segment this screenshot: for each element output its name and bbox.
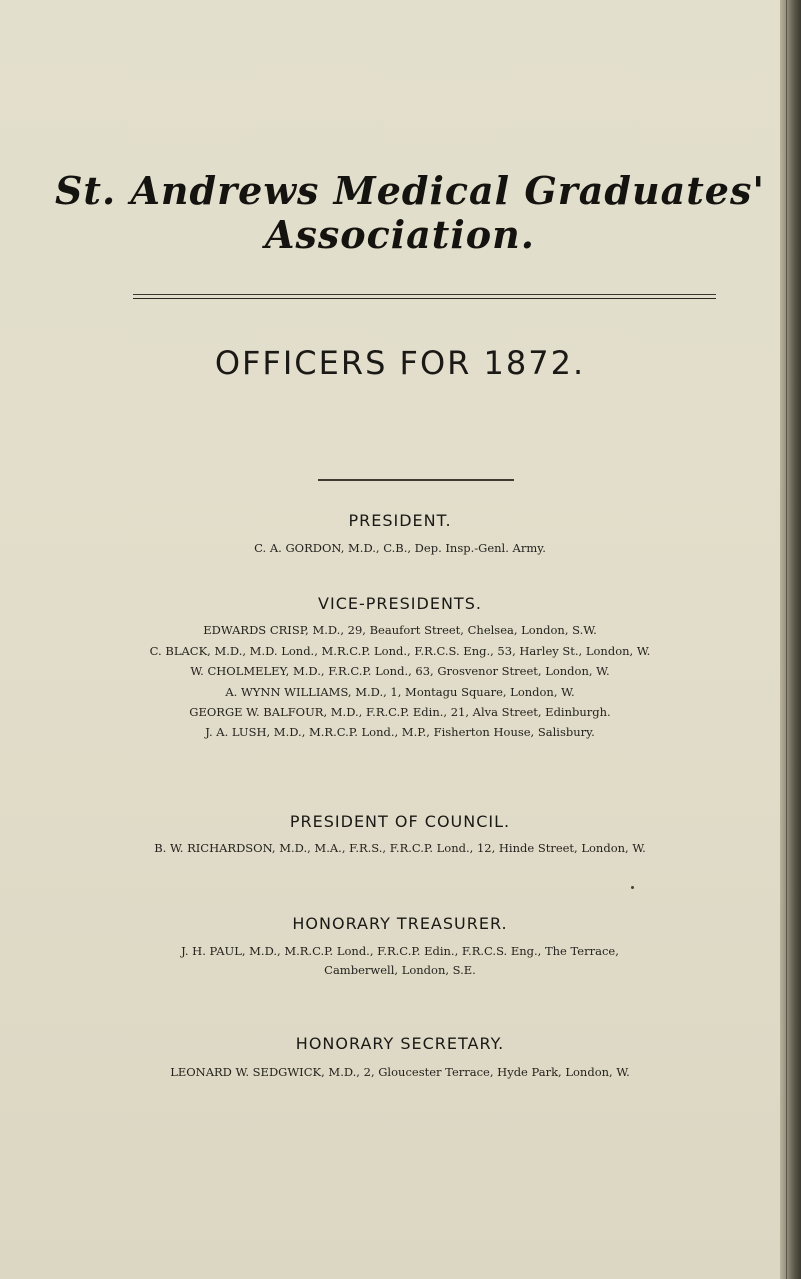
page-edge-line — [786, 0, 787, 1279]
honorary-treasurer-entry: Camberwell, London, S.E. — [324, 963, 476, 977]
double-rule-divider — [133, 294, 716, 299]
vice-president-entry: GEORGE W. BALFOUR, M.D., F.R.C.P. Edin., 21, Alva Street, Edinburgh. — [189, 705, 611, 719]
vice-presidents-heading: VICE-PRESIDENTS. — [318, 594, 482, 613]
association-title-line1: St. Andrews Medical Graduates' — [54, 168, 765, 213]
president-of-council-heading: PRESIDENT OF COUNCIL. — [289, 812, 511, 831]
president-of-council-entry: B. W. RICHARDSON, M.D., M.A., F.R.S., F.R.C.P. Lond., 12, Hinde Street, London, W. — [154, 841, 646, 855]
honorary-treasurer-heading: HONORARY TREASURER. — [292, 914, 508, 933]
vice-president-entry: J. A. LUSH, M.D., M.R.C.P. Lond., M.P., Fisherton House, Salisbury. — [205, 725, 595, 739]
association-title-line2: Association. — [264, 212, 535, 257]
short-rule-divider — [318, 479, 514, 481]
page-binding-edge — [780, 0, 801, 1279]
vice-president-entry: C. BLACK, M.D., M.D. Lond., M.R.C.P. Lond., F.R.C.S. Eng., 53, Harley St., London, W. — [149, 644, 651, 658]
president-entry: C. A. GORDON, M.D., C.B., Dep. Insp.-Genl. Army. — [254, 541, 546, 555]
president-heading: PRESIDENT. — [348, 511, 452, 530]
vice-president-entry: EDWARDS CRISP, M.D., 29, Beaufort Street, Chelsea, London, S.W. — [203, 623, 597, 637]
vice-president-entry: A. WYNN WILLIAMS, M.D., 1, Montagu Square, London, W. — [225, 685, 575, 699]
honorary-secretary-entry: LEONARD W. SEDGWICK, M.D., 2, Gloucester Terrace, Hyde Park, London, W. — [170, 1065, 630, 1079]
ink-speck — [631, 886, 634, 889]
officers-title: OFFICERS FOR 1872. — [214, 344, 586, 382]
honorary-secretary-heading: HONORARY SECRETARY. — [295, 1034, 505, 1053]
honorary-treasurer-entry: J. H. PAUL, M.D., M.R.C.P. Lond., F.R.C.P. Edin., F.R.C.S. Eng., The Terrace, — [181, 944, 619, 958]
vice-president-entry: W. CHOLMELEY, M.D., F.R.C.P. Lond., 63, Grosvenor Street, London, W. — [190, 664, 610, 678]
